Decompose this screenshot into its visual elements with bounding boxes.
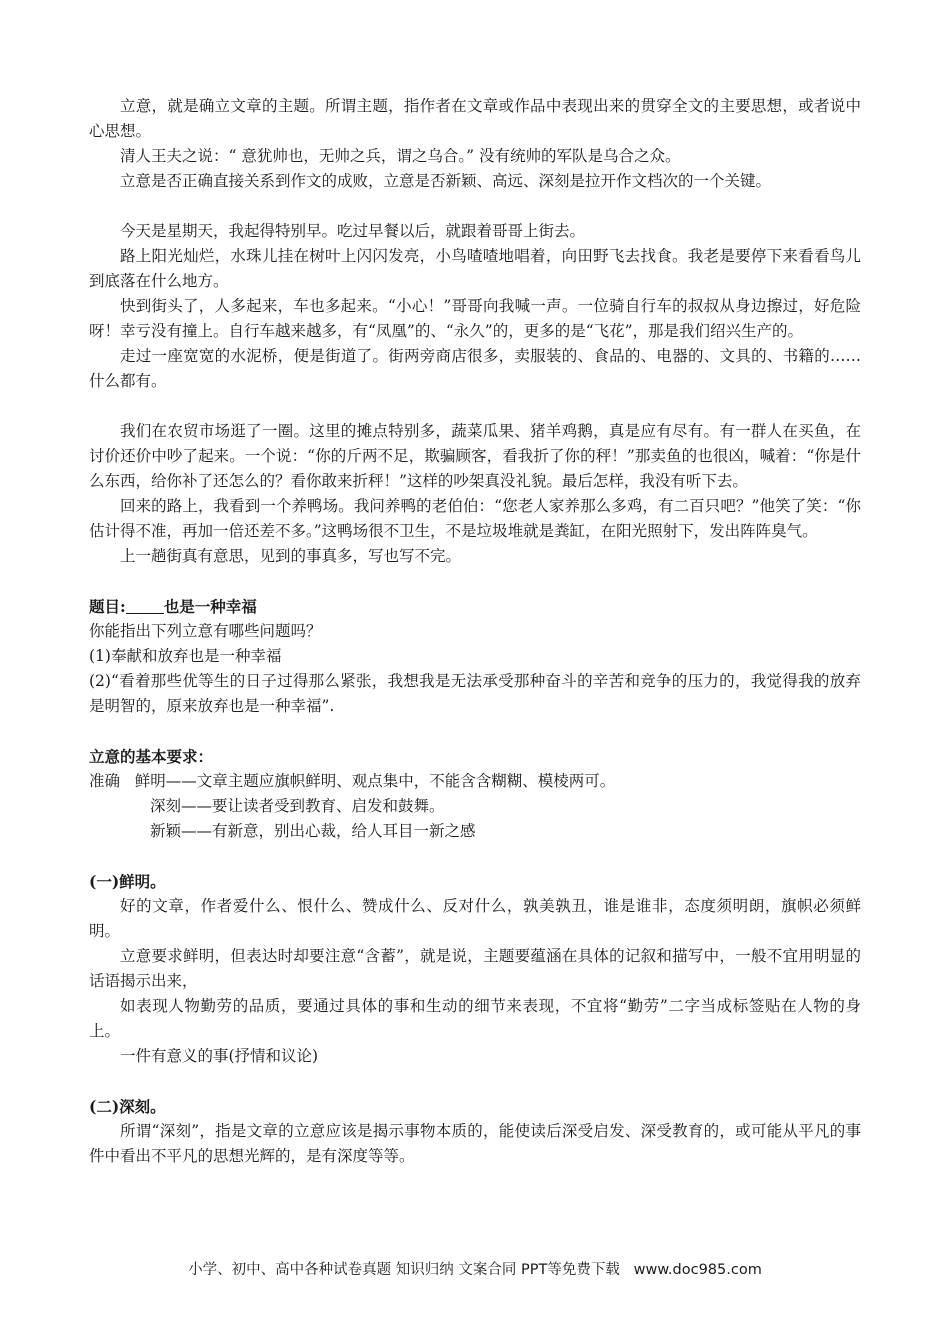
paragraph: 立意要求鲜明，但表达时却要注意“含蓄”，就是说，主题要蕴涵在具体的记叙和描写中，一般不宜用明显的话语揭示出来， [89,947,861,990]
requirement-item: 深刻——要让读者受到教育、启发和鼓舞。 [150,797,445,815]
paragraph: 今天是星期天，我起得特别早。吃过早餐以后，就跟着哥哥上街去。 [120,222,586,240]
requirement-item: 新颖——有新意，别出心裁，给人耳目一新之感 [150,822,476,840]
topic-heading [89,594,861,619]
question-item: (1)奉献和放弃也是一种幸福 [89,647,282,665]
question-item: (2)“看着那些优等生的日子过得那么紧张，我想我是无法承受那种奋斗的辛苦和竞争的压力的，我觉得我的放弃是明智的，原来放弃也是一种幸福”. [89,672,861,715]
requirements-heading: 立意的基本要求： [89,747,214,766]
requirement-item: 准确 鲜明——文章主题应旗帜鲜明、观点集中，不能含含糊糊、模棱两可。 [89,772,616,790]
paragraph: 如表现人物勤劳的品质，要通过具体的事和生动的细节来表现，不宜将“勤劳”二字当成标签贴在人物的身上。 [89,997,861,1040]
paragraph: 一件有意义的事(抒情和议论) [120,1047,319,1065]
paragraph: 好的文章，作者爱什么、恨什么、赞成什么、反对什么，孰美孰丑，谁是谁非，态度须明朗，旗帜必须鲜明。 [89,897,861,940]
topic-prefix: 题目: [89,597,126,616]
paragraph: 走过一座宽宽的水泥桥，便是街道了。街两旁商店很多，卖服装的、食品的、电器的、文具的、书籍的……什么都有。 [89,347,861,390]
section-heading: (二)深刻。 [89,1097,166,1116]
paragraph: 路上阳光灿烂，水珠儿挂在树叶上闪闪发亮，小鸟喳喳地唱着，向田野飞去找食。我老是要停下来看看鸟儿到底落在什么地方。 [89,247,861,290]
document-body [89,94,861,1169]
paragraph: 立意是否正确直接关系到作文的成败，立意是否新颖、高远、深刻是拉开作文档次的一个关键。 [120,172,772,190]
paragraph: 我们在农贸市场逛了一圈。这里的摊点特别多，蔬菜瓜果、猪羊鸡鹅，真是应有尽有。有一群人在买鱼，在讨价还价中吵了起来。一个说：“你的斤两不足，欺骗顾客，看我折了你的秤！”那卖鱼的也很凶，喊着：“你是什么东西，给你补了还怎么的？看你敢来折秤！”这样的吵架真没礼貌。最后怎样，我没有听下去。 [89,422,861,490]
paragraph: 所谓“深刻”，指是文章的立意应该是揭示事物本质的，能使读后深受启发、深受教育的，或可能从平凡的事件中看出不平凡的思想光辉的，是有深度等等。 [89,1122,861,1165]
paragraph: 快到街头了，人多起来，车也多起来。“小心！”哥哥向我喊一声。一位骑自行车的叔叔从身边擦过，好危险呀！幸亏没有撞上。自行车越来越多，有“凤凰”的、“永久”的，更多的是“飞花”，那是我们绍兴生产的。 [89,297,861,340]
question-prompt: 你能指出下列立意有哪些问题吗？ [89,622,322,640]
page-footer: 小学、初中、高中各种试卷真题 知识归纳 文案合同 PPT等免费下载 www.doc985.com [188,1262,762,1278]
paragraph: 上一趟街真有意思，见到的事真多，写也写不完。 [120,547,462,565]
section-heading: (一)鲜明。 [89,872,166,891]
paragraph: 立意，就是确立文章的主题。所谓主题，指作者在文章或作品中表现出来的贯穿全文的主要思想，或者说中心思想。 [89,97,861,140]
paragraph: 清人王夫之说：“ 意犹帅也，无帅之兵，谓之乌合。” 没有统帅的军队是乌合之众。 [120,147,681,165]
paragraph: 回来的路上，我看到一个养鸭场。我问养鸭的老伯伯：“您老人家养那么多鸡，有二百只吧？”他笑了笑：“你估计得不准，再加一倍还差不多。”这鸭场很不卫生，不是垃圾堆就是粪缸，在阳光照射下，发出阵阵臭气。 [89,497,861,540]
fill-blank [126,597,164,614]
topic-suffix: 也是一种幸福 [163,597,257,616]
